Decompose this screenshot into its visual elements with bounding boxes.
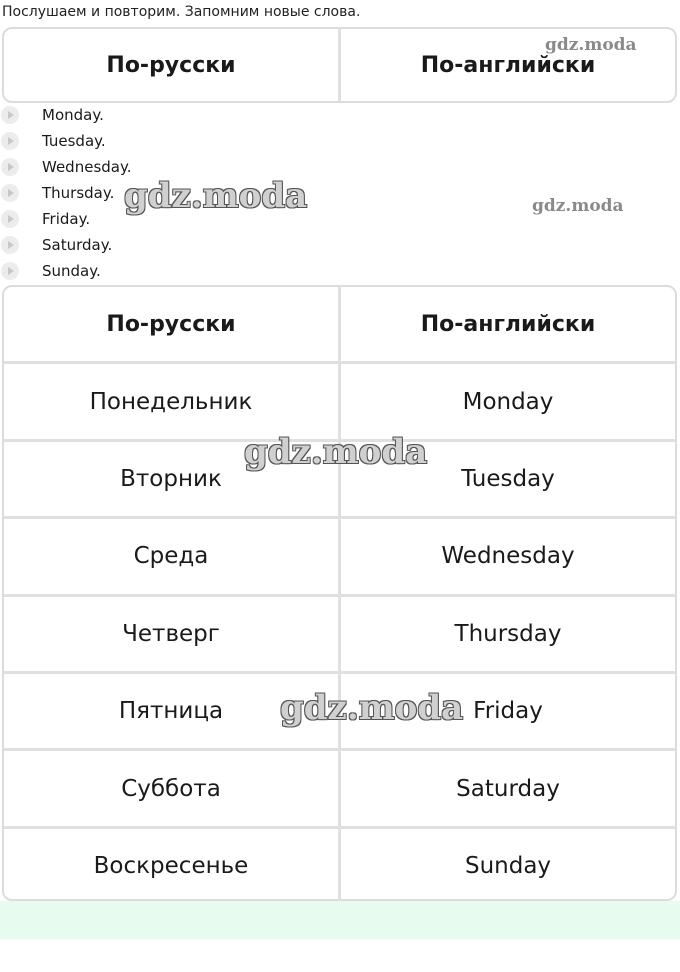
cell-english: Sunday [338, 829, 675, 901]
audio-item[interactable] [0, 182, 200, 204]
column-header-english: По-английски [338, 287, 675, 361]
watermark: gdz.moda [545, 35, 637, 55]
watermark: gdz.moda [124, 176, 308, 216]
cell-russian: Воскресенье [93, 852, 249, 879]
cell-russian: Суббота [121, 775, 221, 802]
play-icon[interactable] [1, 236, 19, 254]
table-row [4, 748, 675, 825]
table-row [4, 439, 675, 516]
audio-item[interactable] [0, 208, 200, 230]
cell-english: Monday [338, 364, 675, 438]
watermark: gdz.moda [244, 432, 428, 472]
table-row [4, 671, 675, 748]
audio-label: Thursday. [42, 184, 115, 202]
cell-english: Thursday [338, 597, 675, 671]
table-row [4, 361, 675, 438]
audio-item[interactable] [0, 130, 200, 152]
play-icon[interactable] [1, 210, 19, 228]
table-row [4, 594, 675, 671]
header-table [2, 27, 677, 103]
cell-english: Friday [338, 674, 675, 748]
watermark: gdz.moda [532, 196, 624, 216]
play-icon[interactable] [1, 262, 19, 280]
vocabulary-table [2, 285, 677, 901]
cell-english: Saturday [338, 751, 675, 825]
cell-english: Wednesday [338, 519, 675, 593]
play-icon[interactable] [1, 184, 19, 202]
audio-item[interactable] [0, 156, 200, 178]
cell-russian: Четверг [122, 620, 220, 647]
audio-label: Wednesday. [42, 158, 132, 176]
column-header-russian: По-русски [106, 52, 236, 78]
audio-item[interactable] [0, 104, 200, 126]
cell-russian: Среда [133, 543, 209, 570]
audio-label: Saturday. [42, 236, 113, 254]
cell-russian: Пятница [118, 698, 224, 725]
play-icon[interactable] [1, 132, 19, 150]
cell-russian: Понедельник [89, 388, 253, 415]
table-header-row [4, 29, 675, 101]
audio-label: Monday. [42, 106, 104, 124]
watermark: gdz.moda [280, 688, 464, 728]
table-row [4, 516, 675, 593]
audio-label: Friday. [42, 210, 91, 228]
cell-english: Tuesday [338, 442, 675, 516]
column-header-english: По-английски [338, 29, 675, 101]
instruction-text: Послушаем и повторим. Запомним новые слова. [2, 4, 361, 20]
bottom-band [0, 901, 680, 939]
audio-item[interactable] [0, 260, 200, 282]
column-header-russian: По-русски [106, 311, 236, 337]
table-row [4, 826, 675, 901]
play-icon[interactable] [1, 106, 19, 124]
audio-item[interactable] [0, 234, 200, 256]
play-icon[interactable] [1, 158, 19, 176]
cell-russian: Вторник [120, 465, 222, 492]
audio-label: Sunday. [42, 262, 101, 280]
table-header-row [4, 287, 675, 361]
audio-label: Tuesday. [42, 132, 106, 150]
